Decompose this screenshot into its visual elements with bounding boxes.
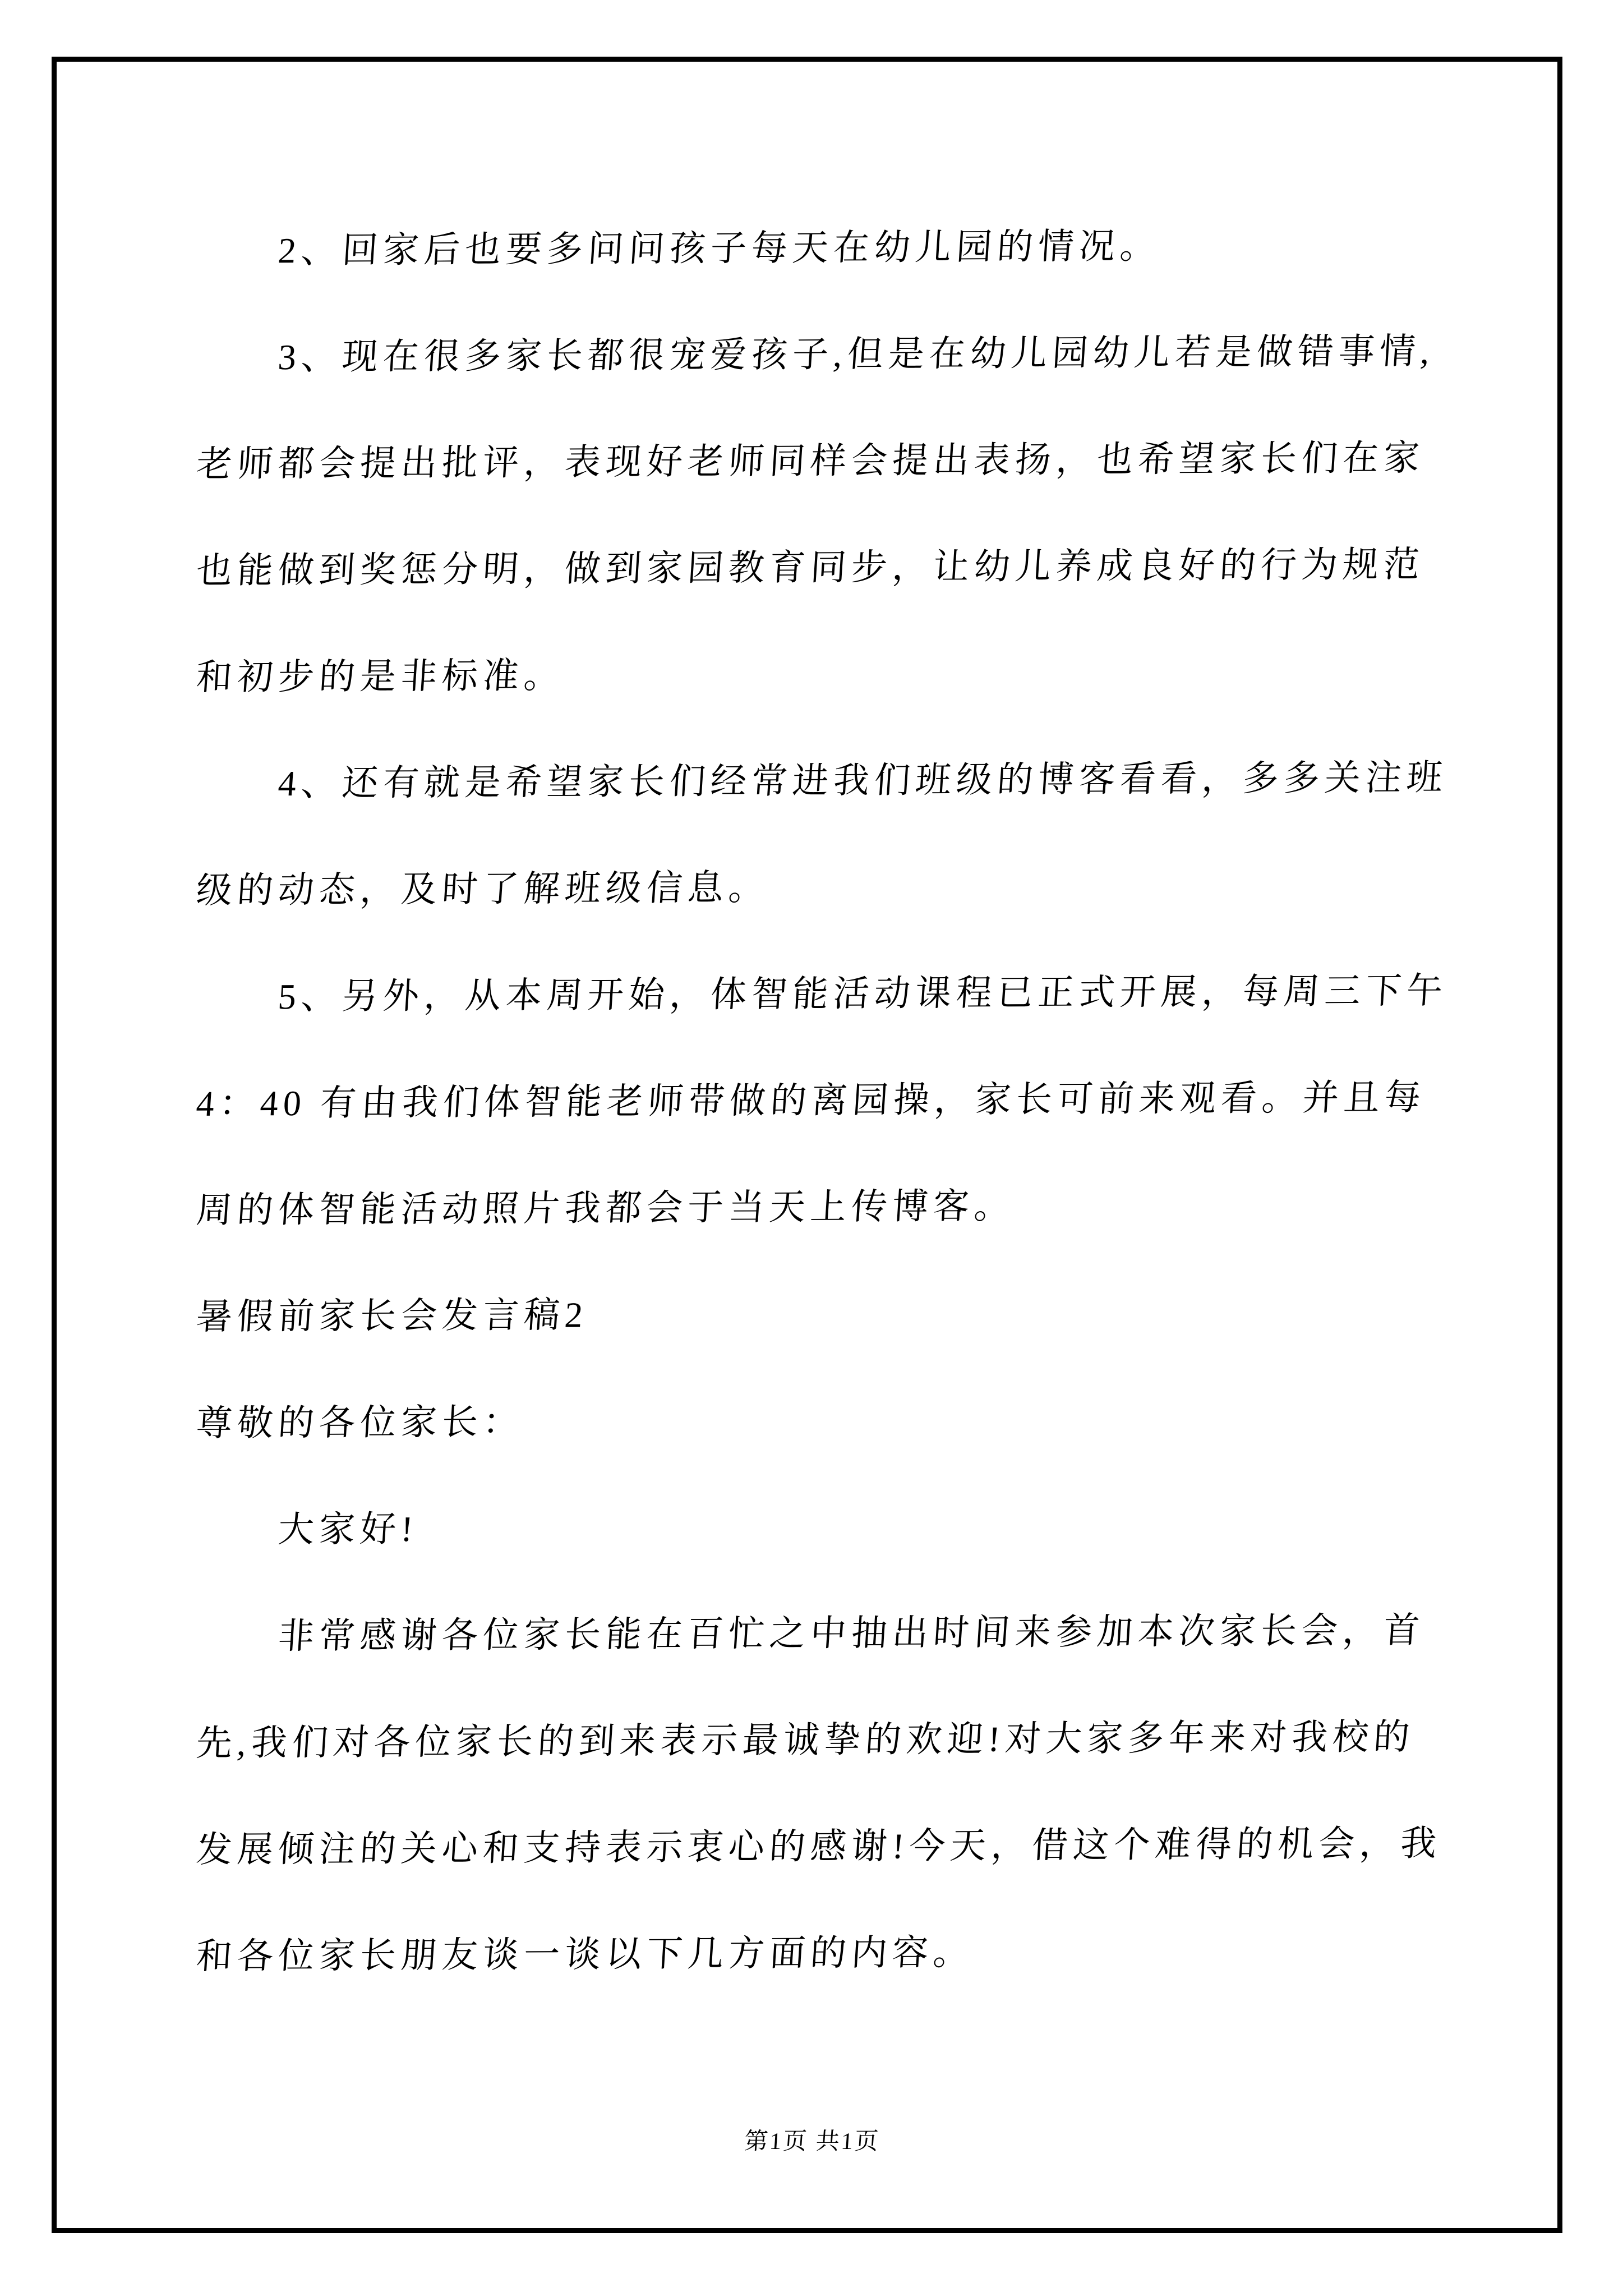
text-line: 3、现在很多家长都很宠爱孩子,但是在幼儿园幼儿若是做错事情, — [195, 331, 1436, 378]
text-line: 暑假前家长会发言稿2 — [195, 1295, 589, 1337]
text-line: 大家好! — [195, 1508, 419, 1550]
text-line: 尊敬的各位家长： — [195, 1401, 525, 1444]
text-line: 级的动态，及时了解班级信息。 — [195, 867, 771, 911]
text-line: 也能做到奖惩分明，做到家园教育同步，让幼儿养成良好的行为规范 — [195, 544, 1426, 591]
text-line: 2、回家后也要多问问孩子每天在幼儿园的情况。 — [195, 226, 1163, 272]
text-line: 和各位家长朋友谈一谈以下几方面的内容。 — [195, 1932, 976, 1977]
text-line: 周的体智能活动照片我都会于当天上传博客。 — [195, 1186, 1017, 1231]
text-line: 发展倾注的关心和支持表示衷心的感谢!今天，借这个难得的机会，我 — [195, 1823, 1443, 1870]
text-line: 5、另外，从本周开始，体智能活动课程已正式开展，每周三下午 — [195, 970, 1449, 1018]
text-line: 老师都会提出批评，表现好老师同样会提出表扬，也希望家长们在家 — [195, 438, 1426, 485]
text-line: 4：40 有由我们体智能老师带做的离园操，家长可前来观看。并且每 — [195, 1077, 1427, 1124]
text-line: 和初步的是非标准。 — [195, 655, 566, 698]
document-body — [195, 198, 1449, 2010]
text-line: 先,我们对各位家长的到来表示最诚挚的欢迎!对大家多年来对我校的 — [195, 1717, 1416, 1764]
text-line: 非常感谢各位家长能在百忙之中抽出时间来参加本次家长会，首 — [195, 1610, 1426, 1657]
page-footer: 第1页 共1页 — [743, 2129, 881, 2155]
text-line: 4、还有就是希望家长们经常进我们班级的博客看看，多多关注班 — [195, 757, 1449, 804]
